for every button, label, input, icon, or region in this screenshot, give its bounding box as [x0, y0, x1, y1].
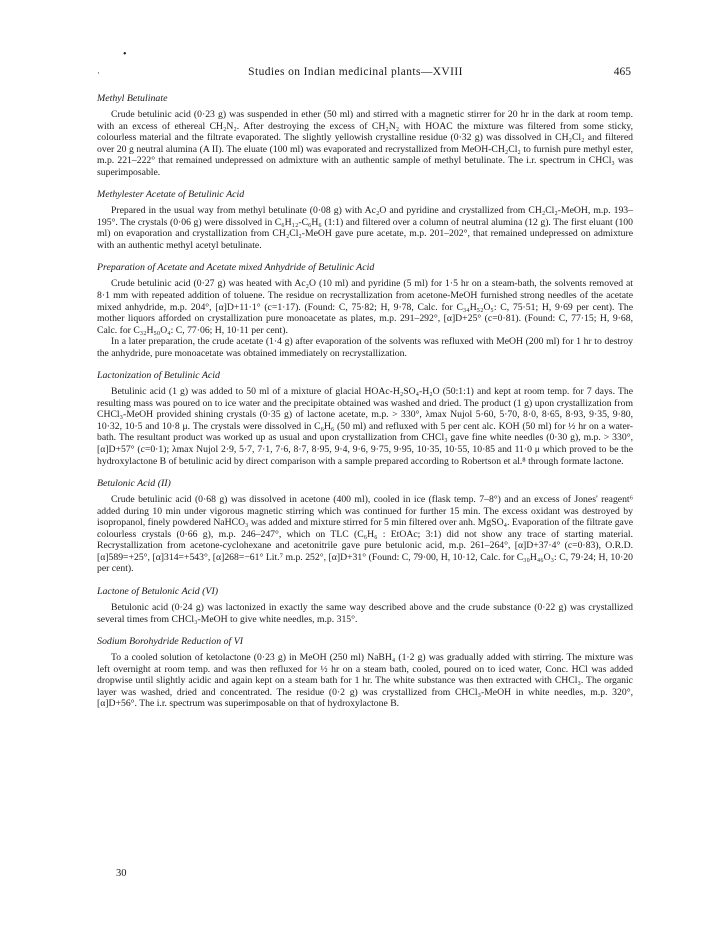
- section-heading: Lactonization of Betulinic Acid: [97, 370, 220, 382]
- section-heading: Preparation of Acetate and Acetate mixed Anhydride of Betulinic Acid: [97, 262, 375, 274]
- running-title: Studies on Indian medicinal plants—XVIII: [248, 66, 463, 78]
- paragraph: Betulinic acid (1 g) was added to 50 ml of a mixture of glacial HOAc-H₂SO₄-H₂O (50:1:1) and kept at room temp. for 7 days. The resulting mass was poured on to ice water and the precipitate obtained was washed and dried. The product (1 g) upon crystallization from CHCl₃-MeOH provided shining crystals (0·35 g) of lactone acetate, m.p. > 330°, λmax Nujol 5·60, 5·70, 8·0, 8·65, 8·93, 9·35, 9·80, 10·32, 10·5 and 10·8 μ. The crystals were dissolved in C₆H₆ (50 ml) and refluxed with 5 per cent alc. KOH (50 ml) for ½ hr on a water-bath. The resultant product was worked up as usual and upon crystallization from CHCl₃ gave fine white needles (0·30 g), m.p. > 330°, [α]D+57° (c=0·1); λmax Nujol 2·9, 5·7, 7·1, 7·6, 8·7, 8·95, 9·4, 9·6, 9·75, 9·95, 10·35, 10·55, 10·85 and 11·0 μ which proved to be the hydroxylactone B of betulinic acid by direct comparison with a sample prepared according to Robertson et al.⁸ through formate lactone.: [97, 386, 633, 467]
- page-number: 465: [613, 66, 631, 78]
- margin-mark: •: [123, 49, 127, 60]
- section-methylester-acetate: [97, 189, 633, 251]
- section-lactonization: [97, 370, 633, 467]
- paragraph: Crude betulinic acid (0·27 g) was heated with Ac₂O (10 ml) and pyridine (5 ml) for 1·5 hr on a steam-bath, the solvents removed at 8·1 mm with repeated addition of toluene. The residue on recrystallization from acetone-MeOH furnished strong needles of the acetate mixed anhydride, m.p. 204°, [α]D+11·1° (c=1·17). (Found: C, 75·82; H, 9·78, Calc. for C₃₄H₅₂O₅: C, 75·51; H, 9·69 per cent). The mother liquors afforded on crystallization pure monoacetate as plates, m.p. 291–292°, [α]D+25° (c=0·81). (Found: C, 77·15; H, 9·68, Calc. for C₃₂H₅₀O₄: C, 77·06; H, 10·11 per cent).: [97, 278, 633, 336]
- margin-mark-small: ·: [97, 68, 100, 78]
- paragraph: To a cooled solution of ketolactone (0·23 g) in MeOH (250 ml) NaBH₄ (1·2 g) was gradually added with stirring. The mixture was left overnight at room temp. and was then refluxed for ½ hr on a steam bath, cooled, poured on to iced water, Conc. HCl was added dropwise until slightly acidic and again kept on a steam bath for 1 hr. The white substance was then extracted with CHCl₃. The organic layer was washed, dried and concentrated. The residue (0·2 g) was crystallized from CHCl₃-MeOH in white needles, m.p. 320°, [α]D+56°. The i.r. spectrum was superimposable on that of hydroxylactone B.: [97, 652, 633, 710]
- section-acetate-preparation: [97, 262, 633, 359]
- paragraph: In a later preparation, the crude acetate (1·4 g) after evaporation of the solvents was refluxed with MeOH (200 ml) for 1 hr to destroy the anhydride, pure monoacetate was obtained immediately on recrystallization.: [97, 336, 633, 359]
- folio-number: 30: [116, 868, 127, 879]
- section-lactone-betulonic: [97, 586, 633, 625]
- paragraph: Betulonic acid (0·24 g) was lactonized in exactly the same way described above and the crude substance (0·22 g) was crystallized several times from CHCl₃-MeOH to give white needles, m.p. 315°.: [97, 601, 633, 625]
- section-heading: Methyl Betulinate: [97, 93, 168, 104]
- section-heading: Lactone of Betulonic Acid (VI): [97, 585, 219, 597]
- paragraph: Prepared in the usual way from methyl betulinate (0·08 g) with Ac₂O and pyridine and crystallized from CH₂Cl₂-MeOH, m.p. 193–195°. The crystals (0·06 g) were dissolved in C₆H₁₂-C₆H₆ (1:1) and filtered over a column of neutral alumina (12 g). The first eluant (100 ml) on evaporation and crystallization from CH₂Cl₂-MeOH gave pure acetate, m.p. 201–202°, that remained undepressed on admixture with an authentic methyl acetyl betulinate.: [97, 205, 633, 251]
- section-methyl-betulinate: [97, 93, 633, 178]
- section-heading: Methylester Acetate of Betulinic Acid: [97, 189, 245, 201]
- section-borohydride-reduction: [97, 636, 633, 710]
- paragraph: Crude betulinic acid (0·68 g) was dissolved in acetone (400 ml), cooled in ice (flask temp. 7–8°) and an excess of Jones' reagent⁶ added during 10 min under vigorous magnetic stirring which was continued for further 15 min. The excess oxidant was destroyed by isopropanol, finely powdered NaHCO₃ was added and mixture stirred for 5 min filtered over anh. MgSO₄. Evaporation of the filtrate gave colourless crystals (0·66 g), m.p. 246–247°, which on TLC (C₆H₆ : EtOAc; 3:1) did not show any trace of starting material. Recrystallization from acetone-cyclohexane and acetonitrile gave pure betulonic acid, m.p. 261–264°, [α]D+37·4° (c=0·83), O.R.D. [α]589=+25°, [α]314=+543°, [α]268=−61° Lit.⁷ m.p. 252°, [α]D+31° (Found: C, 79·00, H, 10·12, Calc. for C₃₀H₄₆O₃: C, 79·24; H, 10·20 per cent).: [97, 494, 633, 575]
- section-betulonic-acid: [97, 478, 633, 575]
- article-body: [97, 93, 633, 721]
- section-heading: Betulonic Acid (II): [97, 478, 171, 490]
- section-heading: Sodium Borohydride Reduction of VI: [97, 636, 244, 648]
- paragraph: Crude betulinic acid (0·23 g) was suspended in ether (50 ml) and stirred with a magnetic stirrer for 20 hr in the dark at room temp. with an excess of ethereal CH₂N₂. After destroying the excess of CH₂N₂ with HOAC the mixture was filtered from some sticky, colourless material and the filtrate evaporated. The slightly yellowish crystalline residue (0·32 g) was dissolved in CH₂Cl₂ and filtered over 20 g neutral alumina (A II). The eluate (100 ml) was evaporated and recrystallized from MeOH-CH₂Cl₂ to furnish pure methyl ester, m.p. 221–222° that remained undepressed on admixture with an authentic sample of methyl betulinate. The i.r. spectrum in CHCl₃ was superimposable.: [97, 109, 633, 178]
